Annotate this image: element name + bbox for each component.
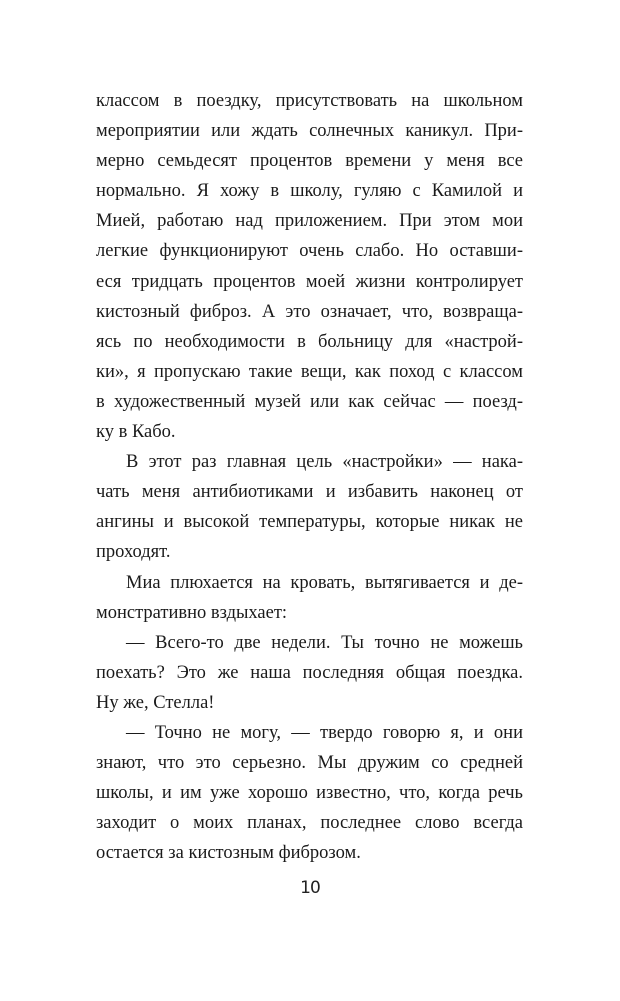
text-line: школы, и им уже хорошо известно, что, когда речь — [96, 783, 523, 804]
page-number: 10 — [300, 878, 320, 898]
text-line: В этот раз главная цель «настройки» — нака- — [126, 452, 523, 473]
text-line: ясь по необходимости в больницу для «настрой- — [96, 331, 523, 352]
text-line: Мией, работаю над приложением. При этом мои — [96, 211, 523, 232]
text-line: нормально. Я хожу в школу, гуляю с Камилой и — [96, 181, 523, 202]
text-line: поехать? Это же наша последняя общая поездка. — [96, 662, 523, 683]
text-line: кистозный фиброз. А это означает, что, возвраща- — [96, 301, 523, 322]
text-line: Миа плюхается на кровать, вытягивается и де- — [126, 572, 523, 593]
text-line: чать меня антибиотиками и избавить наконец от — [96, 482, 523, 503]
text-line: мерно семьдесят процентов времени у меня все — [96, 151, 523, 172]
text-line: легкие функционируют очень слабо. Но оставши- — [96, 241, 523, 262]
text-line: знают, что это серьезно. Мы дружим со средней — [96, 753, 523, 774]
text-line: заходит о моих планах, последнее слово всегда — [96, 813, 523, 834]
text-line: Ну же, Стелла! — [96, 692, 215, 713]
text-line: монстративно вздыхает: — [96, 602, 288, 623]
text-line: еся тридцать процентов моей жизни контролирует — [96, 271, 523, 292]
text-line: мероприятии или ждать солнечных каникул. При- — [96, 121, 523, 142]
page-body-text — [96, 86, 523, 868]
text-line: классом в поездку, присутствовать на школьном — [96, 91, 523, 111]
text-line: ку в Кабо. — [96, 422, 176, 443]
text-line: в художественный музей или как сейчас — поезд- — [96, 391, 523, 412]
text-line: остается за кистозным фиброзом. — [96, 843, 361, 864]
text-line: ангины и высокой температуры, которые никак не — [96, 512, 523, 533]
text-line: — Всего-то две недели. Ты точно не можешь — [126, 632, 523, 653]
text-line: — Точно не могу, — твердо говорю я, и они — [126, 722, 523, 743]
text-line: ки», я пропускаю такие вещи, как поход с классом — [96, 361, 523, 382]
text-line: проходят. — [96, 542, 171, 563]
